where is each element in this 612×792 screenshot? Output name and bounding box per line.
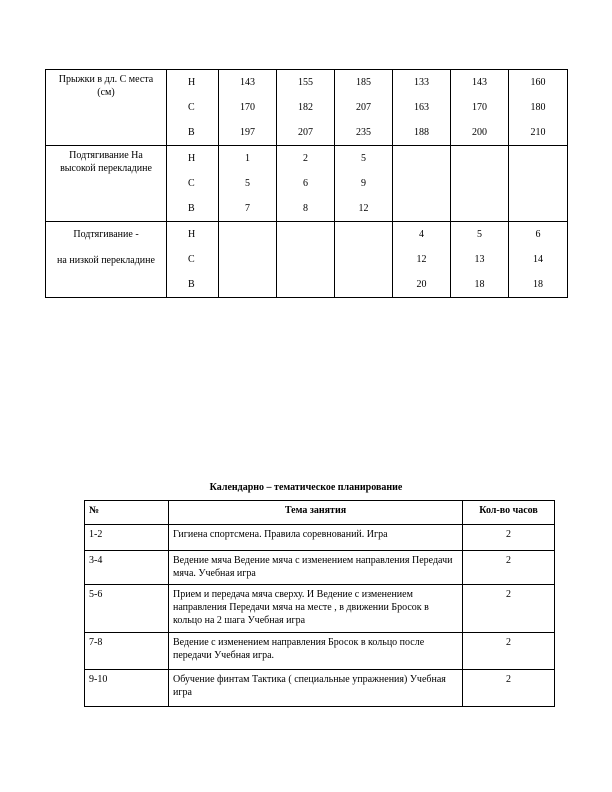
norms-value: 143	[240, 77, 255, 88]
norms-value-cell	[451, 222, 509, 298]
norms-value: 143	[472, 77, 487, 88]
norms-value-cell	[277, 70, 335, 146]
norms-value	[509, 196, 567, 221]
plan-row	[85, 670, 555, 707]
norms-value: 180	[530, 102, 546, 113]
norms-value-cell	[277, 146, 335, 222]
norms-value	[451, 196, 508, 221]
norms-value-cell	[335, 70, 393, 146]
norms-value	[393, 196, 450, 221]
norms-value: 5	[477, 229, 482, 240]
norms-value: 5	[361, 153, 366, 164]
norms-exercise-cell	[46, 70, 167, 146]
norms-value: 235	[356, 127, 371, 138]
norms-exercise-line: Подтягивание -	[73, 229, 139, 240]
plan-header-num: №	[85, 501, 169, 525]
norms-value	[451, 171, 508, 196]
norms-value	[219, 222, 276, 247]
plan-row-num: 1-2	[85, 525, 169, 551]
norms-value	[509, 171, 567, 196]
plan-row-hours: 2	[463, 670, 555, 707]
norms-value-cell	[219, 146, 277, 222]
plan-row	[85, 525, 555, 551]
norms-value	[219, 247, 276, 272]
norms-level-cell	[167, 222, 219, 298]
norms-exercise-line: на низкой перекладине	[57, 255, 155, 266]
plan-row-num: 5-6	[85, 585, 169, 633]
norms-value: 12	[358, 203, 369, 214]
norms-exercise-cell	[46, 146, 167, 222]
norms-value: 6	[535, 229, 541, 240]
norms-level-label: С	[188, 178, 195, 189]
norms-row	[46, 146, 568, 222]
plan-row-hours: 2	[463, 551, 555, 585]
norms-value	[393, 171, 450, 196]
norms-level-label: В	[188, 127, 195, 138]
plan-row-hours: 2	[463, 585, 555, 633]
norms-value: 170	[240, 102, 255, 113]
norms-value	[335, 222, 392, 247]
norms-value: 5	[245, 178, 250, 189]
plan-row-hours: 2	[463, 633, 555, 670]
norms-value: 200	[472, 127, 487, 138]
norms-value: 1	[245, 153, 250, 164]
norms-value: 4	[419, 229, 424, 240]
norms-value-cell	[393, 146, 451, 222]
plan-table	[84, 500, 555, 707]
norms-value	[509, 146, 567, 171]
norms-exercise-line: Прыжки в дл. С места	[58, 74, 154, 85]
norms-value: 18	[533, 279, 543, 290]
norms-level-label: С	[188, 102, 195, 113]
norms-level-label: В	[188, 203, 195, 214]
plan-row	[85, 633, 555, 670]
norms-value: 18	[474, 279, 485, 290]
norms-exercise-line: высокой перекладине	[60, 163, 152, 174]
norms-value	[219, 272, 276, 297]
norms-value-cell	[219, 222, 277, 298]
norms-value	[335, 272, 392, 297]
norms-value: 155	[298, 77, 313, 88]
norms-value: 7	[245, 203, 250, 214]
norms-value: 160	[530, 77, 546, 88]
plan-header-topic: Тема занятия	[169, 501, 463, 525]
norms-value-cell	[509, 222, 568, 298]
norms-value-cell	[277, 222, 335, 298]
norms-value: 133	[414, 77, 429, 88]
norms-level-cell	[167, 70, 219, 146]
norms-value: 207	[356, 102, 371, 113]
plan-row-topic: Прием и передача мяча сверху. И Ведение с изменением направления Передачи мяча на месте , в движении Бросок в кольцо на 2 шага Учебная игра	[169, 585, 463, 633]
norms-exercise-cell	[46, 222, 167, 298]
norms-value-cell	[509, 146, 568, 222]
norms-value: 9	[361, 178, 366, 189]
norms-level-label: Н	[188, 229, 196, 240]
norms-value-cell	[335, 222, 393, 298]
norms-value: 210	[530, 127, 546, 138]
norms-level-label: С	[188, 254, 195, 265]
plan-row-num: 9-10	[85, 670, 169, 707]
norms-value-cell	[451, 70, 509, 146]
norms-value: 185	[356, 77, 371, 88]
norms-level-label: Н	[188, 77, 196, 88]
norms-value	[277, 272, 334, 297]
norms-value: 20	[416, 279, 427, 290]
norms-value	[335, 247, 392, 272]
norms-table	[45, 69, 568, 298]
plan-row-topic: Обучение финтам Тактика ( специальные упражнения) Учебная игра	[169, 670, 463, 707]
norms-value	[277, 222, 334, 247]
norms-value-cell	[509, 70, 568, 146]
norms-value: 14	[533, 254, 543, 265]
norms-value-cell	[393, 222, 451, 298]
norms-value-cell	[219, 70, 277, 146]
norms-row	[46, 222, 568, 298]
norms-value: 2	[303, 153, 308, 164]
norms-value-cell	[335, 146, 393, 222]
norms-level-label: В	[188, 279, 195, 290]
norms-value: 13	[474, 254, 485, 265]
norms-exercise-line: (см)	[97, 87, 115, 98]
norms-value: 197	[240, 127, 255, 138]
plan-row-topic: Ведение с изменением направления Бросок в кольцо после передачи Учебная игра.	[169, 633, 463, 670]
norms-value: 207	[298, 127, 313, 138]
norms-value: 188	[414, 127, 429, 138]
plan-title: Календарно – тематическое планирование	[209, 482, 403, 493]
norms-exercise-line: Подтягивание На	[69, 150, 143, 161]
norms-level-cell	[167, 146, 219, 222]
norms-value	[451, 146, 508, 171]
norms-value: 8	[303, 203, 308, 214]
norms-value: 170	[472, 102, 487, 113]
norms-value-cell	[451, 146, 509, 222]
norms-level-label: Н	[188, 153, 196, 164]
norms-row	[46, 70, 568, 146]
plan-row-num: 3-4	[85, 551, 169, 585]
plan-row-num: 7-8	[85, 633, 169, 670]
norms-value: 163	[414, 102, 429, 113]
plan-row-topic: Ведение мяча Ведение мяча с изменением направления Передачи мяча. Учебная игра	[169, 551, 463, 585]
norms-value: 6	[303, 178, 308, 189]
plan-row-topic: Гигиена спортсмена. Правила соревнований. Игра	[169, 525, 463, 551]
plan-row-hours: 2	[463, 525, 555, 551]
plan-row	[85, 585, 555, 633]
norms-value	[393, 146, 450, 171]
norms-value	[277, 247, 334, 272]
plan-header-row	[85, 501, 555, 525]
norms-value-cell	[393, 70, 451, 146]
norms-value: 12	[416, 254, 427, 265]
plan-row	[85, 551, 555, 585]
plan-header-hours: Кол-во часов	[463, 501, 555, 525]
norms-value: 182	[298, 102, 313, 113]
